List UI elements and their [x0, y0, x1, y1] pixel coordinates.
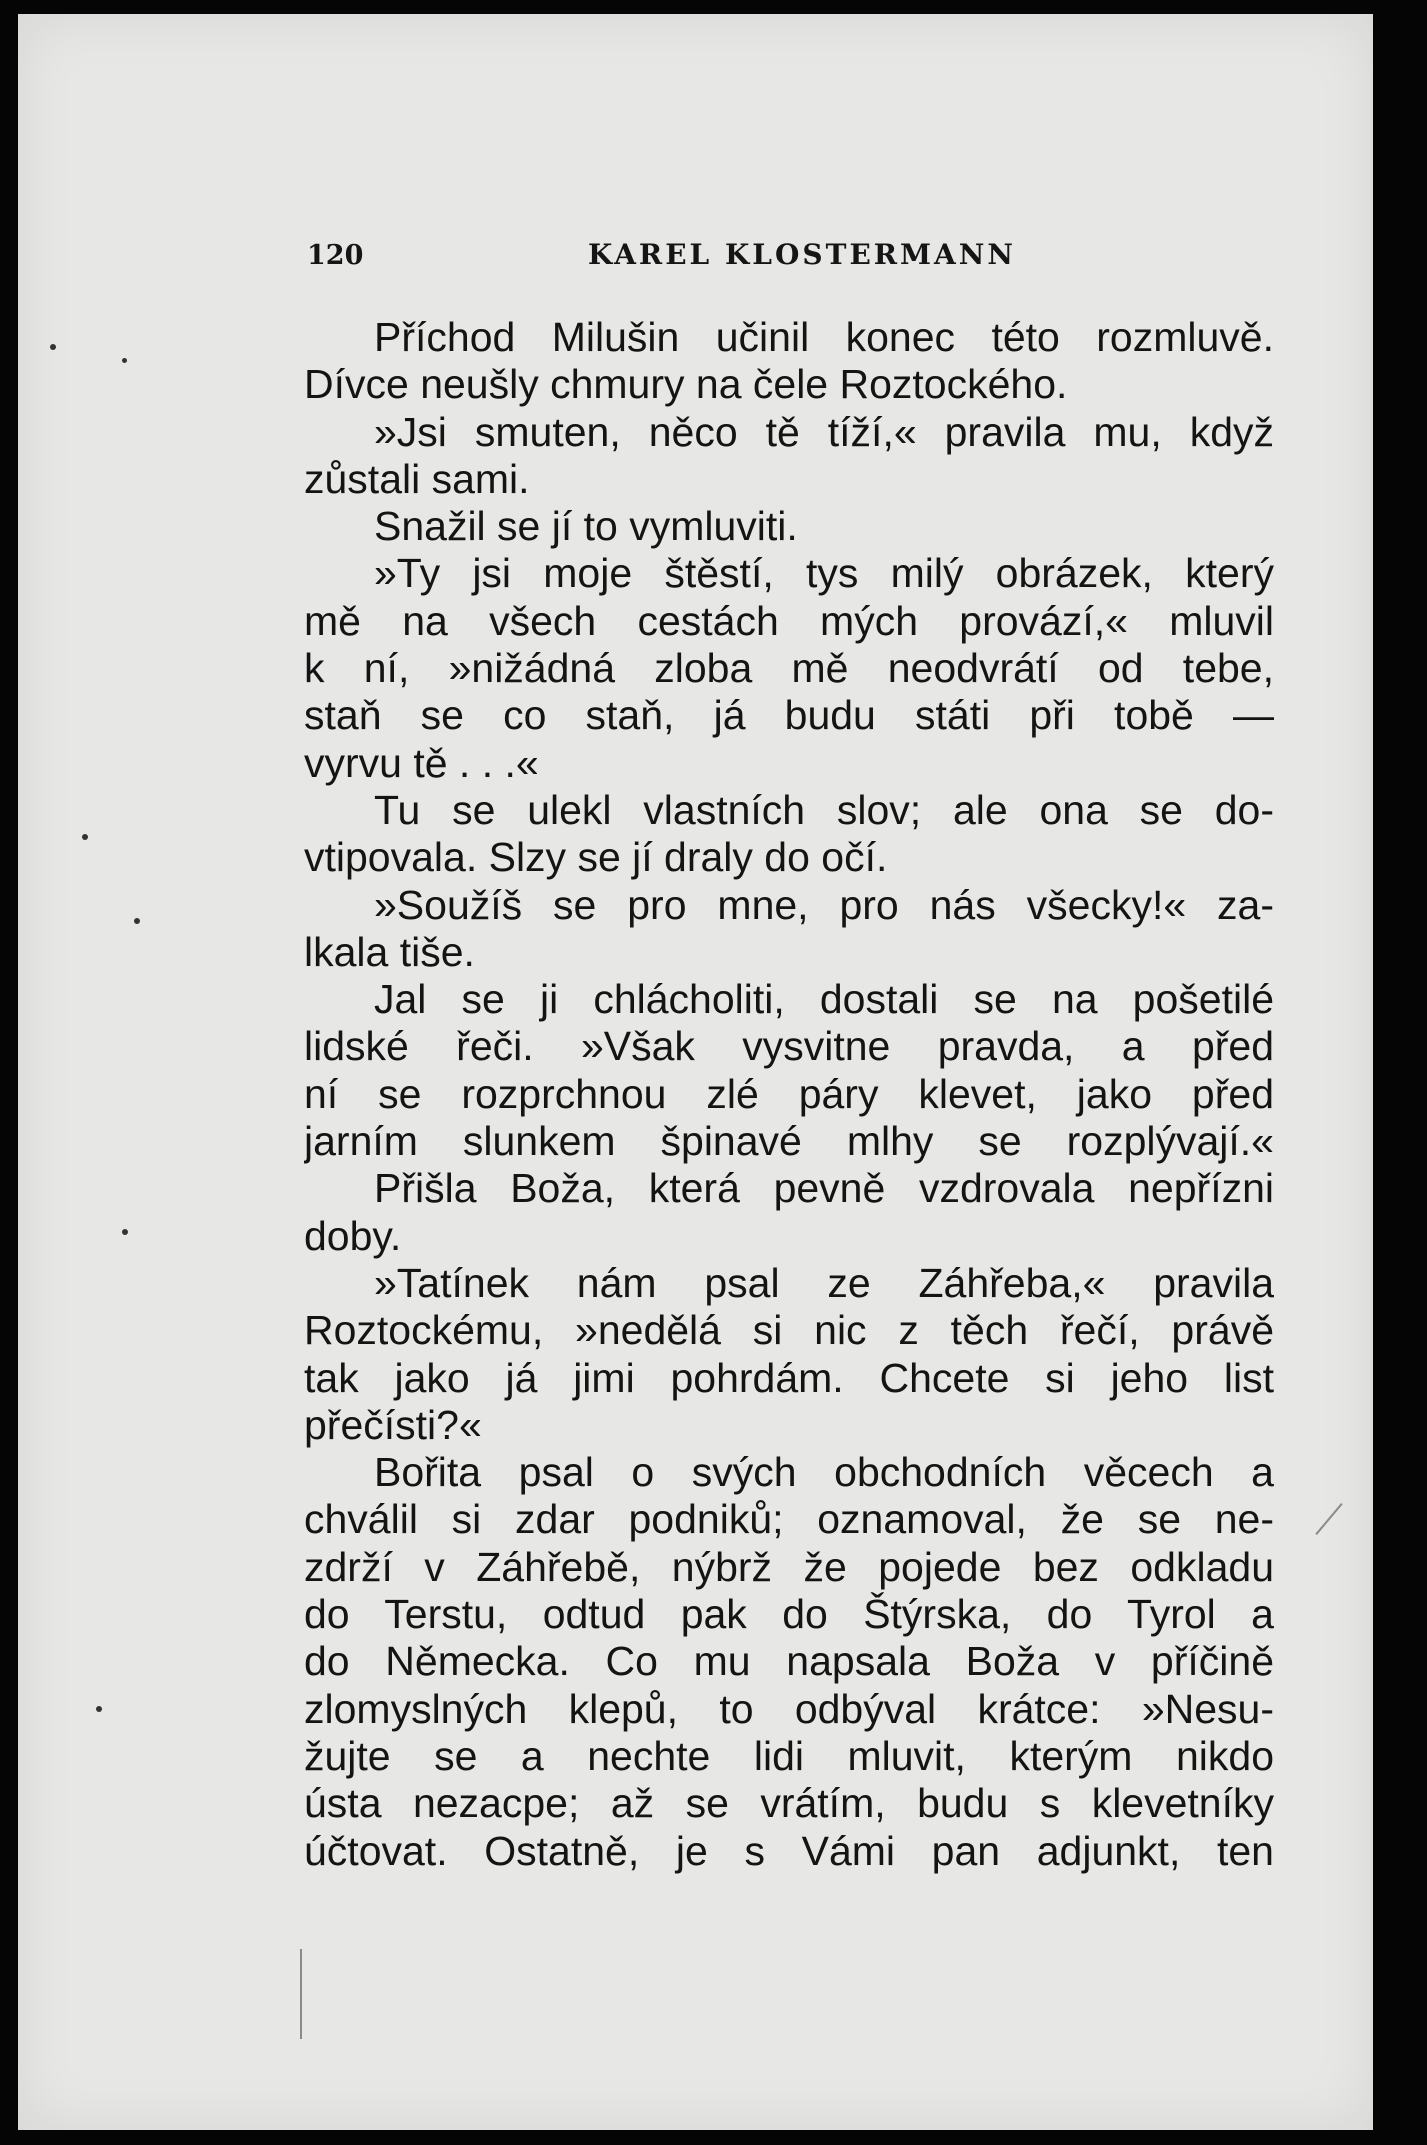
text-line: »Soužíš se pro mne, pro nás všecky!« za-: [374, 881, 1274, 928]
running-head: KAREL KLOSTERMANN: [588, 238, 1016, 271]
scan-streak: [1315, 1503, 1342, 1535]
scan-speck: [134, 918, 140, 924]
text-line: zlomyslných klepů, to odbýval krátce: »Nesu-: [304, 1685, 1274, 1732]
page-number: 120: [307, 240, 364, 271]
text-line: zdrží v Záhřebě, nýbrž že pojede bez odkladu: [304, 1543, 1274, 1590]
text-line: Dívce neušly chmury na čele Roztockého.: [304, 361, 1068, 408]
text-line: »Ty jsi moje štěstí, tys milý obrázek, který: [374, 550, 1274, 597]
text-line: mě na všech cestách mých provází,« mluvil: [304, 597, 1274, 644]
scan-speck: [122, 1229, 128, 1235]
text-line: vyrvu tě . . .«: [304, 739, 539, 786]
scan-speck: [96, 1706, 102, 1712]
text-line: zůstali sami.: [304, 455, 530, 502]
text-line: žujte se a nechte lidi mluvit, kterým nikdo: [304, 1732, 1274, 1779]
text-line: do Německa. Co mu napsala Boža v příčině: [304, 1638, 1274, 1685]
scan-speck: [50, 344, 56, 350]
text-line: Jal se ji chlácholiti, dostali se na pošetilé: [374, 976, 1274, 1023]
text-line: »Tatínek nám psal ze Záhřeba,« pravila: [374, 1259, 1274, 1306]
text-line: Přišla Boža, která pevně vzdrovala nepřízni: [374, 1165, 1274, 1212]
text-line: do Terstu, odtud pak do Štýrska, do Tyrol a: [304, 1591, 1274, 1638]
text-line: lkala tiše.: [304, 928, 475, 975]
text-line: Tu se ulekl vlastních slov; ale ona se do-: [374, 786, 1274, 833]
text-line: Snažil se jí to vymluviti.: [374, 503, 798, 550]
text-line: ústa nezacpe; až se vrátím, budu s klevetníky: [304, 1780, 1274, 1827]
text-line: ní se rozprchnou zlé páry klevet, jako před: [304, 1070, 1274, 1117]
text-line: staň se co staň, já budu státi při tobě —: [304, 692, 1274, 739]
text-line: vtipovala. Slzy se jí draly do očí.: [304, 834, 888, 881]
text-line: doby.: [304, 1212, 402, 1259]
book-page: [18, 14, 1373, 2130]
scan-streak: [300, 1949, 302, 2039]
text-line: jarním slunkem špinavé mlhy se rozplývají.«: [304, 1118, 1274, 1165]
body-text: [304, 314, 1274, 1875]
text-line: přečísti?«: [304, 1401, 482, 1448]
text-line: tak jako já jimi pohrdám. Chcete si jeho list: [304, 1354, 1274, 1401]
page-header: [286, 228, 1286, 278]
text-line: lidské řeči. »Však vysvitne pravda, a před: [304, 1023, 1274, 1070]
scan-speck: [82, 834, 88, 840]
text-line: chválil si zdar podniků; oznamoval, že se ne-: [304, 1496, 1274, 1543]
scan-speck: [122, 358, 127, 363]
text-line: účtovat. Ostatně, je s Vámi pan adjunkt, ten: [304, 1827, 1274, 1874]
text-line: »Jsi smuten, něco tě tíží,« pravila mu, když: [374, 408, 1274, 455]
text-line: Roztockému, »nedělá si nic z těch řečí, právě: [304, 1307, 1274, 1354]
text-line: k ní, »nižádná zloba mě neodvrátí od tebe,: [304, 645, 1274, 692]
text-line: Bořita psal o svých obchodních věcech a: [374, 1449, 1274, 1496]
text-line: Příchod Milušin učinil konec této rozmluvě.: [374, 314, 1274, 360]
